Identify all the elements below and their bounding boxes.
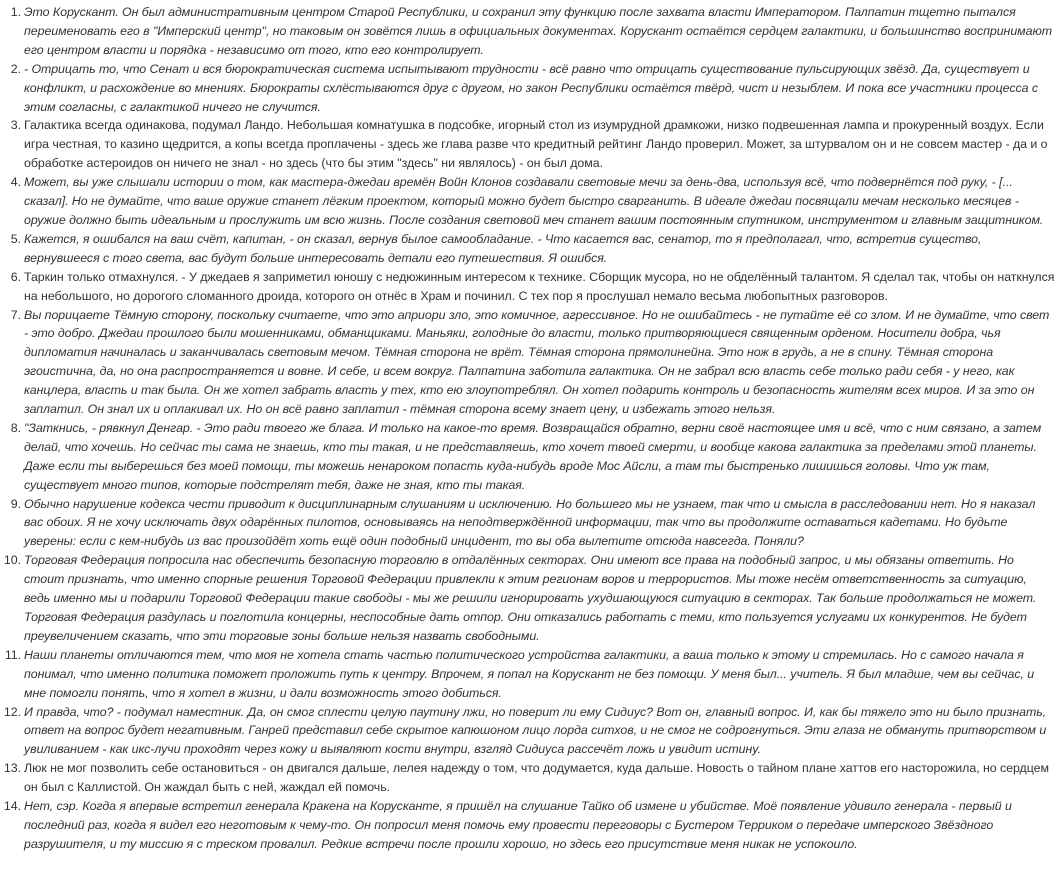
item-number: 1. [10,5,21,19]
list-item [10,495,1055,552]
item-number: 5. [10,231,21,246]
list-item [3,703,1055,760]
item-number: 4. [10,175,21,190]
item-text: Наши планеты отличаются тем, что моя не хотела стать частью политического устройства галактики, а ваша только к этому и стремилась. Но с самого начала я понимал, что именно политика поможет проложить путь к центру. Впрочем, я попал на Корускант не без помощи. У меня был... учитель. Я был младше, чем вы сейчас, и мне помогли понять, что я хотел в жизни, и дали возможность этого добиться. [24,647,1035,700]
item-text: "Заткнись, - рявкнул Денгар. - Это ради твоего же блага. И только на какое-то время. Возвращайся обратно, верни своё настоящее имя и всё, что с ним связано, а затем делай, что хочешь. Но сейчас ты сама не знаешь, кто ты такая, и не представляешь, кто хочет твоей смерти, и вообще какова галактика за пределами этой планеты. Даже если ты выберешься без моей помощи, ты можешь ненароком попасть куда-нибудь вроде Мос Айсли, а там ты быстренько лишишься головы. Что уж там, существует много типов, которые подстрелят тебя, даже не зная, кто ты такая. [24,420,1042,492]
item-number: 9. [10,496,21,511]
list-item [3,759,1055,797]
list-item [10,419,1055,495]
item-text: Галактика всегда одинакова, подумал Ландо. Небольшая комнатушка в подсобке, игорный стол из изумрудной драмкожи, низко подвешенная лампа и прокуренный воздух. Если игра честная, то казино щедрится, а копы всегда проплачены - здесь же глава разве что кредитный рейтинг Ландо проверил. Может, за штурвалом он и не совсем мастер - да и о обработке астероидов он ничего не знал - но здесь (что бы этим "здесь" ни являлось) - он был дома. [24,118,1048,171]
item-text: Вы порицаете Тёмную сторону, поскольку считаете, что это априори зло, это комичное, агрессивное. Но не ошибайтесь - не путайте её со злом. И не думайте, что свет - это добро. Джедаи прошлого были мошенниками, обманщиками. Маньяки, голодные до власти, только притворяющиеся священным орденом. Носители добра, чья дипломатия начиналась и заканчивалась световым мечом. Тёмная сторона не врёт. Тёмная сторона прямолинейна. Это нож в грудь, а не в спину. Тёмная сторона эгоистична, да, но она распространяется и вовне. И себе, и всем вокруг. Палпатина заботила галактика. Он не забрал всю власть себе только ради себя - у него, как канцлера, власть и так была. Он же хотел забрать власть у тех, кто ею злоупотреблял. Он хотел подарить контроль и безопасность жителям всех миров. И за это он заплатил. Он знал их и оплакивал их. Но он всё равно заплатил - тёмная сторона всему знает цену, и избежать этого нельзя. [24,307,1050,417]
item-text: Нет, сэр. Когда я впервые встретил генерала Кракена на Корусканте, я пришёл на слушание Тайко об измене и убийстве. Моё появление удивило генерала - первый и последний раз, когда я видел его неготовым к чему-то. Он попросил меня помочь ему провести переговоры с Бустером Терриком о передаче имперского Звёздного разрушителя, и ту миссию я с треском провалил. Редкие встречи после прошли хорошо, но здесь его присутствие меня никак не успокоило. [24,799,1012,851]
list-item [3,551,1055,646]
list-item [10,268,1055,306]
list-item [4,646,1055,703]
list-item [10,60,1055,117]
item-text: Кажется, я ошибался на ваш счёт, капитан, - он сказал, вернув былое самообладание. - Что касается вас, сенатор, то я предполагал, что, встретив существо, вернувшееся с того света, вас будут больше интересовать детали его путешествия. Я ошибся. [24,231,982,265]
item-number: 11. [4,647,21,662]
list-item [10,306,1055,419]
item-number: 6. [10,269,21,284]
item-text: Таркин только отмахнулся. - У джедаев я заприметил юношу с недюжинным интересом к технике. Сборщик мусора, но не обделённый талантом. Я сделал так, чтобы он наткнулся на небольшого, но дорогого сломанного дроида, которого он отнёс в Храм и починил. С тех пор я прослушал немало весьма любопытных разговоров. [24,269,1055,303]
item-number: 7. [10,307,21,322]
item-text: Торговая Федерация попросила нас обеспечить безопасную торговлю в отдалённых секторах. Они имеют все права на подобный запрос, и мы обязаны ответить. Но стоит признать, что именно спорные решения Торговой Федерации привлекли к этим регионам воров и террористов. Мы тоже несём ответственность за ситуацию, ведь именно мы и подарили Торговой Федерации такие свободы - мы же решили игнорировать ухудшающуюся ситуацию в секторах. Так больше продолжаться не может. Торговая Федерация раздулась и поглотила концерны, неспособные дать отпор. Они отказались работать с теми, кто пользуется услугами их конкурентов. Не будет преувеличением сказать, что эти торговые зоны больше нельзя назвать свободными. [24,553,1037,643]
item-number: 2. [10,61,21,76]
item-number: 13. [3,761,21,776]
item-text: Это Корускант. Он был административным центром Старой Республики, и сохранил эту функцию после захвата власти Императором. Палпатин тщетно пытался переименовать его в "Имперский центр", но таковым он зовётся лишь в официальных документах. Корускант остаётся сердцем галактики, и большинство воспринимают его центром власти и порядка - независимо от того, кто его контролирует. [24,5,1052,57]
item-number: 12. [3,704,21,719]
list-item [10,173,1055,230]
item-text: И правда, что? - подумал наместник. Да, он смог сплести целую паутину лжи, но поверит ли ему Сидиус? Вот он, главный вопрос. И, как бы тяжело это ни было признать, ответ на вопрос будет негативным. Ганрей представил себе скрытое капюшоном лицо лорда ситхов, и не смог не содрогнуться. Эти глаза не обмануть притворством и увиливанием - как икс-лучи проходят через кожу и выявляют кости внутри, взгляд Сидиуса рассечёт ложь и увидит истину. [24,704,1047,757]
item-text: Люк не мог позволить себе остановиться - он двигался дальше, лелея надежду о том, что додумается, куда дальше. Новость о тайном плане хаттов его насторожила, но сердцем он был с Каллистой. Он жаждал быть с ней, жаждал ей помочь. [24,761,1049,795]
item-number: 10. [3,553,21,568]
item-text: - Отрицать то, что Сенат и вся бюрократическая система испытывают трудности - всё равно что отрицать существование пульсирующих звёзд. Да, существует и конфликт, и расхождение во мнениях. Бюрократы схлёстываются друг с другом, но закон Республики остаётся твёрд, чист и незыблем. И пока все участники процесса с этим согласны, с галактикой ничего не случится. [24,61,1039,114]
item-number: 14. [3,799,21,814]
list-item [10,116,1055,173]
list-item [10,3,1055,60]
item-text: Обычно нарушение кодекса чести приводит к дисциплинарным слушаниям и исключению. Но большего мы не узнаем, так что и смысла в расследовании нет. Но я наказал вас обоих. Я не хочу исключать двух одарённых пилотов, основываясь на неподтверждённой информации, так что вы продолжите оставаться кадетами. Но будьте уверены: если с кем-нибудь из вас произойдёт хоть ещё один подобный инцидент, то вы оба вылетите отсюда навсегда. Поняли? [24,496,1036,549]
item-text: Может, вы уже слышали истории о том, как мастера-джедаи времён Войн Клонов создавали световые мечи за день-два, используя всё, что подвернётся под руку, - [... сказал]. Но не думайте, что ваше оружие станет лёгким проектом, который можно будет быстро сварганить. В идеале джедаи посвящали мечам несколько месяцев - оружие должно быть идеальным и прослужить им всю жизнь. После создания световой меч станет вашим постоянным спутником, инструментом и главным защитником. [24,175,1044,227]
item-number: 8. [10,420,21,435]
list-item [10,230,1055,268]
item-number: 3. [10,118,21,133]
list-item [3,797,1055,854]
